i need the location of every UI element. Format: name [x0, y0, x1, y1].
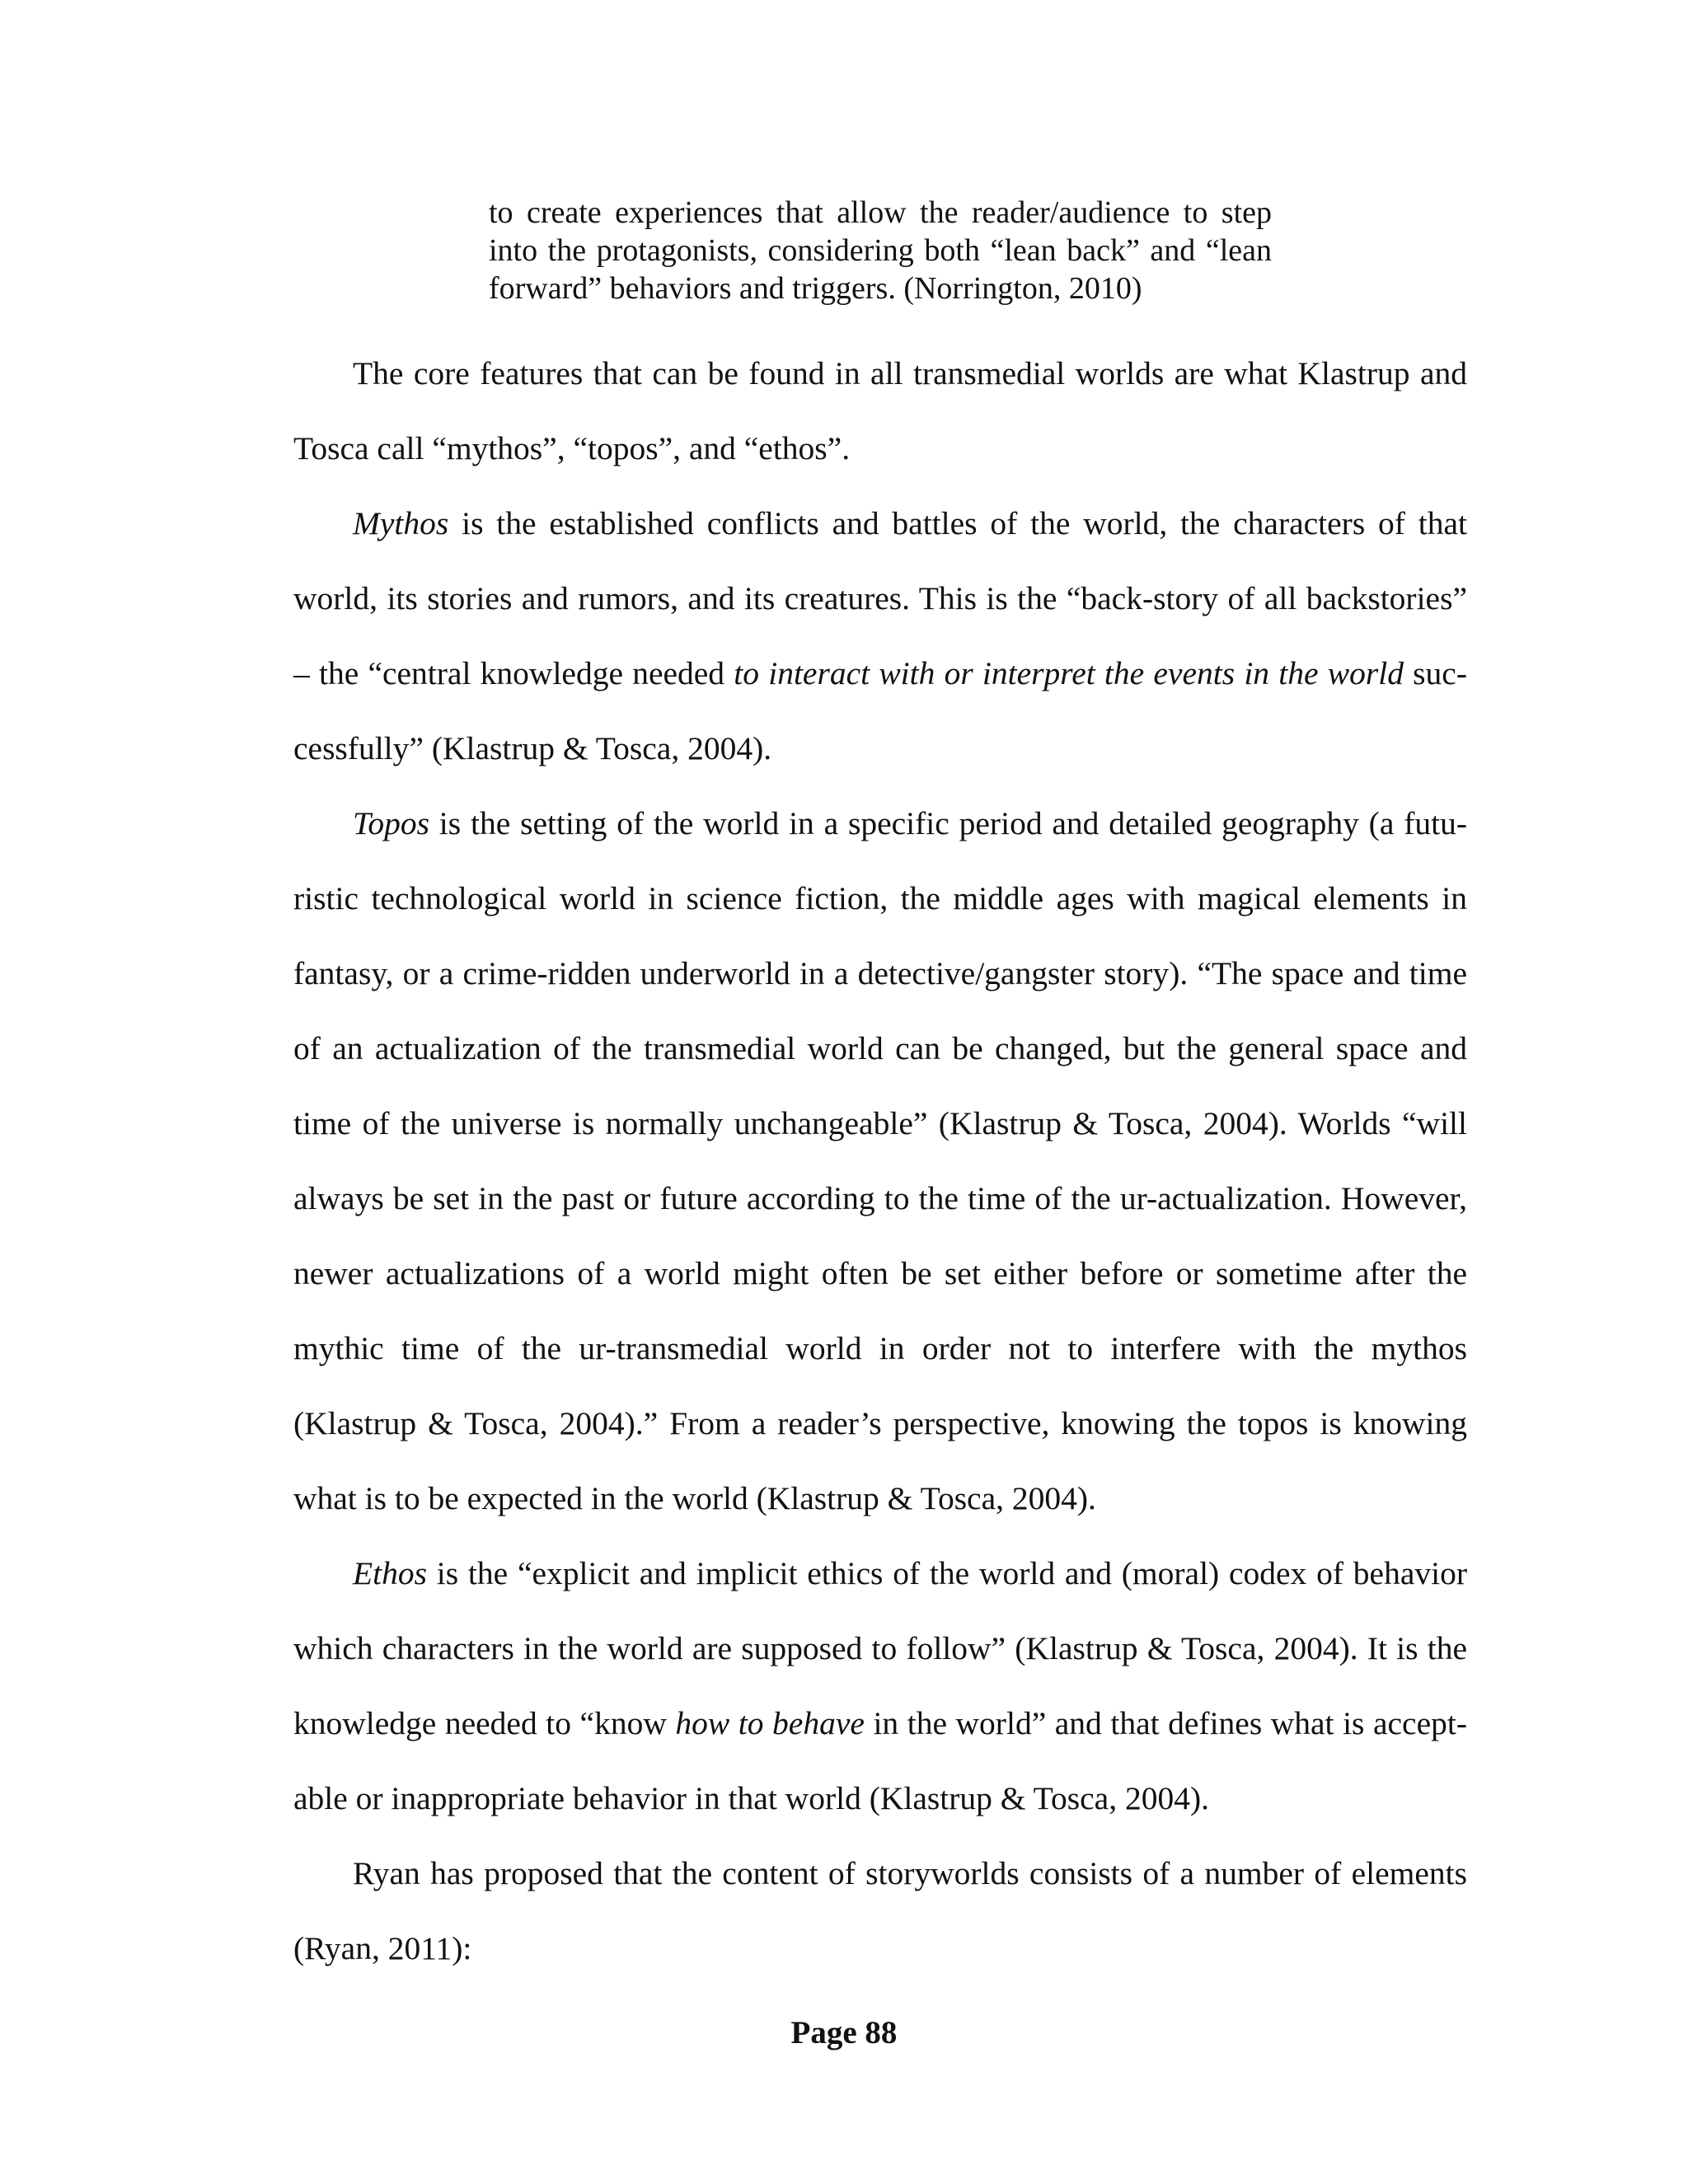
paragraph-topos [293, 786, 1467, 1536]
emphasis-text: how to behave [675, 1705, 865, 1741]
paragraph-text: is the established conflicts and battles of the world, the characters of that world, its stories and rumors, and its creatures. This is the “back-story of all backstories” – the “central knowledge needed [293, 505, 1467, 691]
paragraph-text: is the setting of the world in a specific period and detailed geography (a futuristic technological world in science fiction, the middle ages with magical elements in fantasy, or a crime-ridden underworld in a detective/gangster story). “The space and time of an actualization of the transmedial world can be changed, but the general space and time of the universe is normally unchangeable” (Klastrup & Tosca, 2004). Worlds “will always be set in the past or future according to the time of the ur-actualization. However, newer actualizations of a world might often be set either before or sometime after the mythic time of the ur-transmedial world in order not to interfere with the mythos (Klastrup & Tosca, 2004).” From a reader’s perspective, knowing the topos is knowing what is to be expected in the world (Klastrup & Tosca, 2004). [293, 805, 1467, 1516]
paragraph-text: successfully” (Klastrup & Tosca, 2004). [293, 655, 1467, 766]
page-number: Page 88 [790, 2015, 898, 2050]
paragraph-ryan [293, 1836, 1467, 1986]
paragraph-text: The core features that can be found in all transmedial worlds are what Klastrup and Tosca call “mythos”, “topos”, and “ethos”. [293, 355, 1467, 466]
paragraph-core-features [293, 336, 1467, 486]
paragraph-mythos [293, 486, 1467, 786]
term-topos: Topos [353, 805, 429, 841]
emphasis-text: to interact with or interpret the events in the world [734, 655, 1404, 691]
block-quote-text: to create experiences that allow the reader/audience to step into the protagonists, considering both “lean back” and “lean forward” behaviors and triggers. (Norrington, 2010) [489, 195, 1272, 306]
paragraph-text: in the world” and that defines what is acceptable or inappropriate behavior in that world (Klastrup & Tosca, 2004). [293, 1705, 1467, 1816]
paragraph-text: Ryan has proposed that the content of storyworlds consists of a number of elements (Ryan, 2011): [293, 1855, 1467, 1966]
paragraph-ethos [293, 1536, 1467, 1836]
body-text [293, 336, 1467, 1986]
term-ethos: Ethos [353, 1555, 427, 1591]
block-quote [489, 194, 1272, 307]
paragraph-text: is the “explicit and implicit ethics of the world and (moral) codex of behavior which characters in the world are supposed to follow” (Klastrup & Tosca, 2004). It is the knowledge needed to “know [293, 1555, 1467, 1741]
term-mythos: Mythos [353, 505, 449, 541]
